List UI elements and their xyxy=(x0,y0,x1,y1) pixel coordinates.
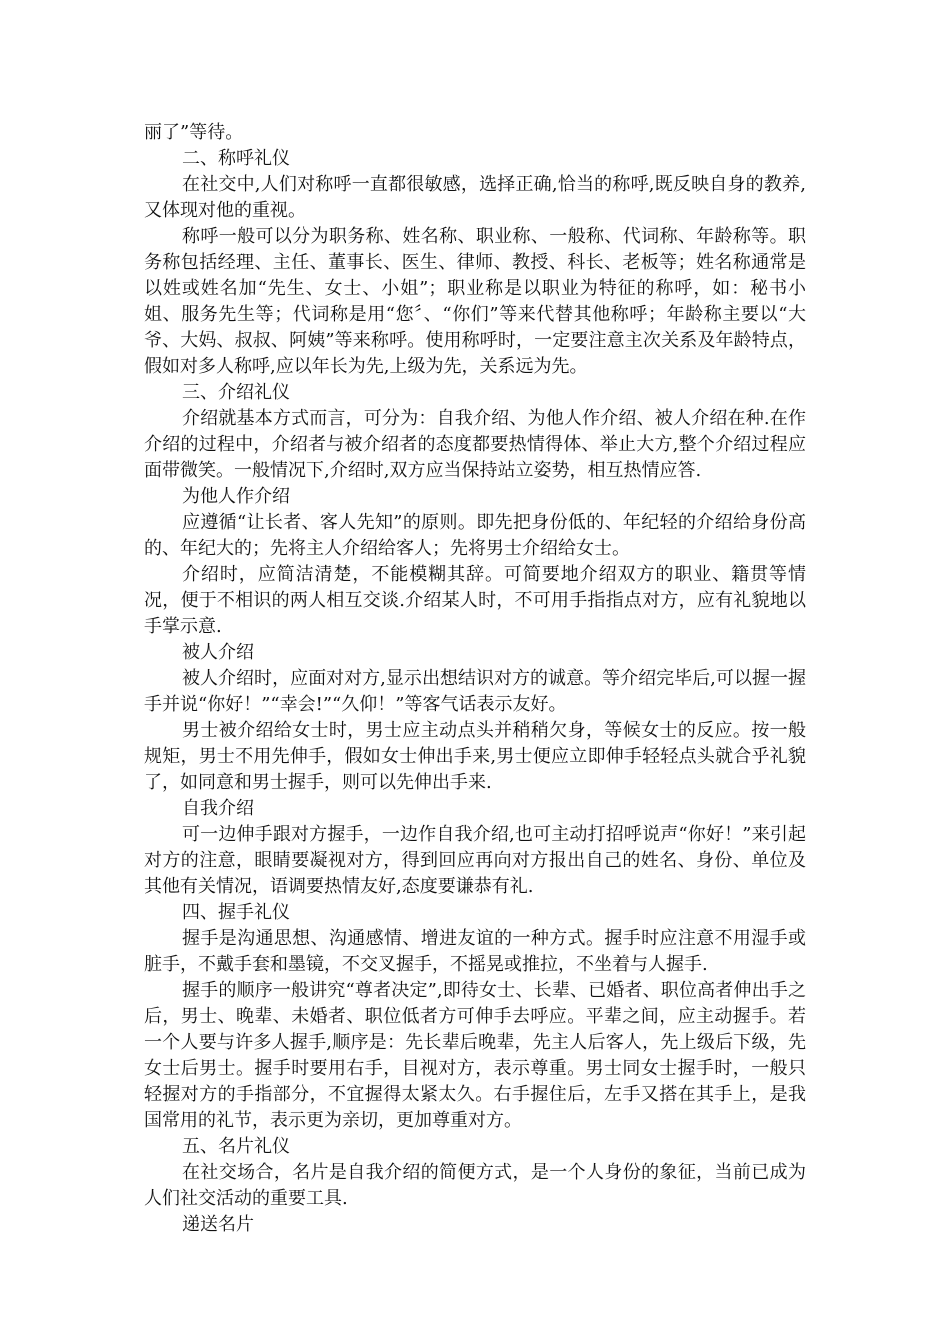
paragraph: 介绍就基本方式而言，可分为：自我介绍、为他人作介绍、被人介绍在种.在作介绍的过程中，介绍者与被介绍者的态度都要热情得体、举止大方,整个介绍过程应面带微笑。一般情况下,介绍时,双方应当保持站立姿势，相互热情应答. xyxy=(144,408,806,481)
subheading-introduce-others: 为他人作介绍 xyxy=(182,486,290,507)
section-heading-business-card-etiquette: 五、名片礼仪 xyxy=(182,1136,290,1157)
paragraph: 被人介绍时，应面对对方,显示出想结识对方的诚意。等介绍完毕后,可以握一握手并说“你好！”“幸会!”“久仰！”等客气话表示友好。 xyxy=(144,668,806,715)
paragraph: 在社交场合，名片是自我介绍的简便方式，是一个人身份的象征，当前已成为人们社交活动的重要工具. xyxy=(144,1162,806,1209)
paragraph: 男士被介绍给女士时，男士应主动点头并稍稍欠身，等候女士的反应。按一般规矩，男士不用先伸手，假如女士伸出手来,男士便应立即伸手轻轻点头就合乎礼貌了，如同意和男士握手，则可以先伸出手来. xyxy=(144,720,806,793)
paragraph: 可一边伸手跟对方握手，一边作自我介绍,也可主动打招呼说声“你好！”来引起对方的注意，眼睛要凝视对方，得到回应再向对方报出自己的姓名、身份、单位及其他有关情况，语调要热情友好,态度要谦恭有礼. xyxy=(144,824,806,897)
document-page xyxy=(144,120,806,1238)
paragraph: 在社交中,人们对称呼一直都很敏感，选择正确,恰当的称呼,既反映自身的教养,又体现对他的重视。 xyxy=(144,174,806,221)
section-heading-address-etiquette: 二、称呼礼仪 xyxy=(182,148,290,169)
section-heading-introduction-etiquette: 三、介绍礼仪 xyxy=(182,382,290,403)
section-heading-handshake-etiquette: 四、握手礼仪 xyxy=(182,902,290,923)
paragraph: 应遵循“让长者、客人先知”的原则。即先把身份低的、年纪轻的介绍给身份高的、年纪大的；先将主人介绍给客人；先将男士介绍给女士。 xyxy=(144,512,806,559)
paragraph: 介绍时，应简洁清楚，不能模糊其辞。可简要地介绍双方的职业、籍贯等情况，便于不相识的两人相互交谈.介绍某人时，不可用手指指点对方，应有礼貌地以手掌示意. xyxy=(144,564,806,637)
subheading-being-introduced: 被人介绍 xyxy=(182,642,254,663)
subheading-self-introduction: 自我介绍 xyxy=(182,798,254,819)
paragraph-continuation: 丽了”等待。 xyxy=(144,122,244,143)
paragraph: 称呼一般可以分为职务称、姓名称、职业称、一般称、代词称、年龄称等。职务称包括经理、主任、董事长、医生、律师、教授、科长、老板等；姓名称通常是以姓或姓名加“先生、女士、小姐”；职业称是以职业为特征的称呼，如：秘书小姐、服务先生等；代词称是用“您〞、“你们”等来代替其他称呼；年龄称主要以“大爷、大妈、叔叔、阿姨”等来称呼。使用称呼时，一定要注意主次关系及年龄特点，假如对多人称呼,应以年长为先,上级为先，关系远为先。 xyxy=(144,226,806,377)
paragraph: 握手的顺序一般讲究“尊者决定”,即待女士、长辈、已婚者、职位高者伸出手之后，男士、晚辈、未婚者、职位低者方可伸手去呼应。平辈之间，应主动握手。若一个人要与许多人握手,顺序是：先长辈后晚辈，先主人后客人，先上级后下级，先女士后男士。握手时要用右手，目视对方，表示尊重。男士同女士握手时，一般只轻握对方的手指部分，不宜握得太紧太久。右手握住后，左手又搭在其手上，是我国常用的礼节，表示更为亲切，更加尊重对方。 xyxy=(144,980,806,1131)
subheading-presenting-cards: 递送名片 xyxy=(182,1214,254,1235)
paragraph: 握手是沟通思想、沟通感情、增进友谊的一种方式。握手时应注意不用湿手或脏手，不戴手套和墨镜，不交叉握手，不摇晃或推拉，不坐着与人握手. xyxy=(144,928,806,975)
